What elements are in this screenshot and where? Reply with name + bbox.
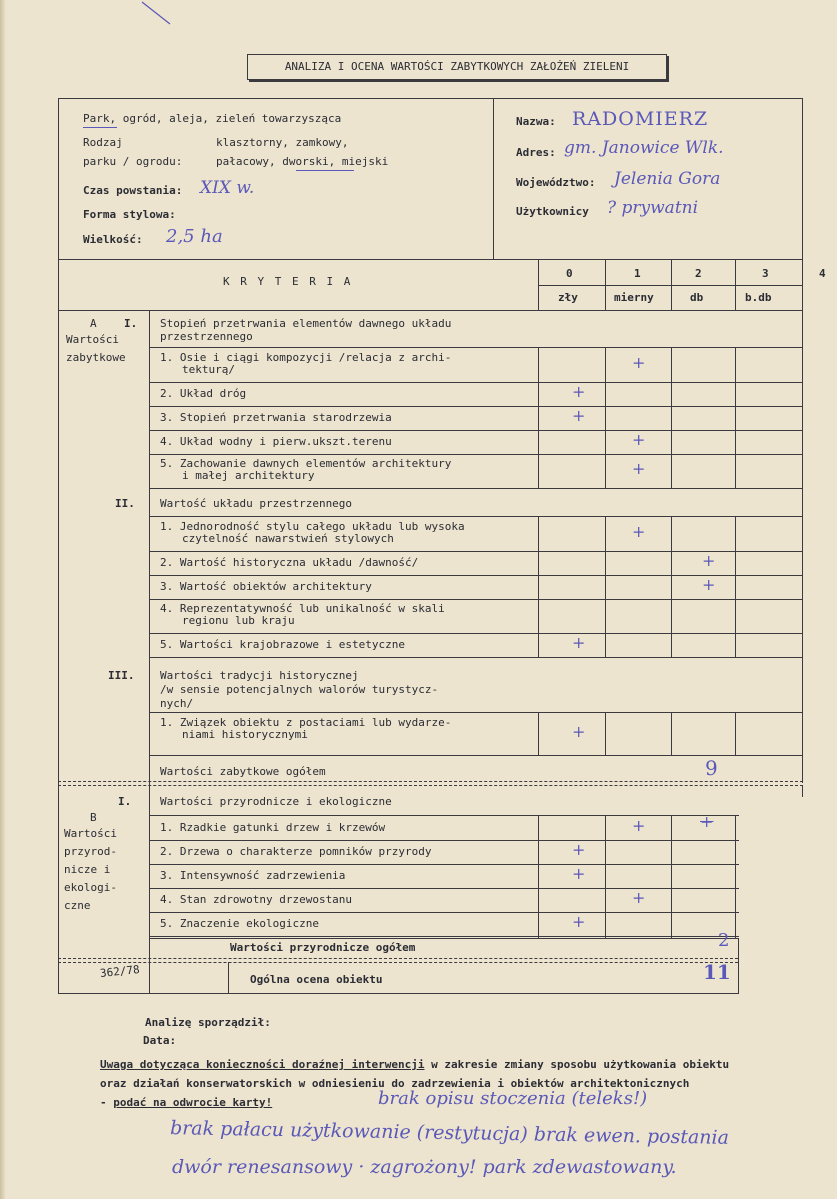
score-label-mierny: mierny bbox=[614, 291, 654, 304]
criterion-label: 5. Wartości krajobrazowe i estetyczne bbox=[160, 638, 406, 651]
col-line-2-a2 bbox=[671, 517, 672, 657]
section-b-label-5: czne bbox=[64, 899, 91, 912]
overall-bottom bbox=[58, 993, 739, 994]
col-line-0-a2 bbox=[538, 517, 539, 657]
score-mark: + bbox=[632, 888, 646, 907]
row-divider bbox=[149, 599, 803, 600]
paper-edge bbox=[0, 0, 6, 1199]
row-divider bbox=[149, 888, 739, 889]
score-number-1: 1 bbox=[634, 267, 641, 280]
overall-right bbox=[738, 939, 739, 994]
header-bottom bbox=[58, 259, 803, 260]
frame-top bbox=[58, 98, 803, 99]
sum-przyrodnicze-label: Wartości przyrodnicze ogółem bbox=[230, 941, 416, 954]
score-label-db: db bbox=[690, 291, 704, 304]
uwaga-line-3-text: podać na odwrocie karty! bbox=[113, 1096, 273, 1109]
a-i-title-2: przestrzennego bbox=[160, 330, 253, 343]
score-number-2: 2 bbox=[695, 267, 702, 280]
czas-label: Czas powstania: bbox=[83, 184, 183, 197]
col-line-1-a2 bbox=[605, 517, 606, 657]
col-line-3-a1 bbox=[735, 348, 736, 488]
sum-b-top bbox=[149, 938, 739, 939]
score-mark: + bbox=[572, 382, 586, 401]
criteria-title: K R Y T E R I A bbox=[223, 275, 353, 288]
score-number-4: 4 bbox=[819, 267, 826, 280]
a-ii-title: Wartość układu przestrzennego bbox=[160, 497, 353, 510]
section-a-label-1: Wartości bbox=[66, 333, 119, 346]
a-iii-title-3: nych/ bbox=[160, 697, 194, 710]
handwritten-note-2: brak pałacu użytkowanie (restytucja) brak ewen. postania bbox=[169, 1117, 730, 1149]
reference-number: 362/78 bbox=[99, 962, 141, 981]
frame-left bbox=[58, 98, 59, 993]
score-mark: + bbox=[702, 551, 716, 570]
rodzaj-label: Rodzaj bbox=[83, 136, 123, 149]
col-line-2-a1 bbox=[671, 348, 672, 488]
criterion-label: 1. Rzadkie gatunki drzew i krzewów bbox=[160, 821, 386, 834]
sporzadzil-label: Analizę sporządził: bbox=[145, 1016, 271, 1029]
col-line-1-a1 bbox=[605, 348, 606, 488]
col-line-4-head bbox=[802, 260, 803, 310]
underline-dworski bbox=[296, 170, 354, 171]
criterion-label: 4. Układ wodny i pierw.ukszt.terenu bbox=[160, 435, 392, 448]
rodzaj-options-2: pałacowy, dworski, miejski bbox=[216, 155, 389, 168]
criterion-label: 3. Wartość obiektów architektury bbox=[160, 580, 372, 593]
criterion-label: 1. Związek obiektu z postaciami lub wydarze- bbox=[160, 716, 452, 729]
section-a-letter: A bbox=[90, 317, 97, 330]
section-a-i-num: I. bbox=[124, 317, 138, 330]
uzytkownicy-value: ? prywatni bbox=[607, 198, 699, 218]
col-line-3-a3 bbox=[735, 713, 736, 755]
col-line-3-a2 bbox=[735, 517, 736, 657]
row-divider bbox=[149, 864, 739, 865]
handwritten-note-1: brak opisu stoczenia (teleks!) bbox=[378, 1088, 648, 1109]
score-mark: + bbox=[702, 575, 716, 594]
a-iii-title-bottom bbox=[149, 712, 803, 713]
col-line-0-head bbox=[538, 260, 539, 310]
row-divider bbox=[149, 633, 803, 634]
uwaga-head: Uwaga dotycząca konieczności doraźnej interwencji bbox=[100, 1058, 425, 1071]
a-iii-title-top bbox=[149, 657, 803, 658]
adres-label: Adres: bbox=[516, 146, 556, 159]
uwaga-dash: - bbox=[100, 1096, 114, 1109]
score-label-zly: zły bbox=[558, 291, 578, 304]
col-line-2-head bbox=[671, 260, 672, 310]
col-line-1-a3 bbox=[605, 713, 606, 755]
criterion-label-continued: tekturą/ bbox=[182, 363, 235, 376]
wielkosc-value: 2,5 ha bbox=[166, 226, 223, 247]
row-divider bbox=[149, 840, 739, 841]
parku-label: parku / ogrodu: bbox=[83, 155, 183, 168]
section-b-i-num: I. bbox=[118, 795, 132, 808]
nazwa-label: Nazwa: bbox=[516, 115, 556, 128]
a-ii-title-bottom bbox=[149, 516, 803, 517]
score-mark: + bbox=[632, 522, 646, 541]
b-title: Wartości przyrodnicze i ekologiczne bbox=[160, 795, 392, 808]
criterion-label: 2. Wartość historyczna układu /dawność/ bbox=[160, 556, 419, 569]
score-mark: + bbox=[572, 864, 586, 883]
row-divider bbox=[149, 936, 739, 937]
form-title-box bbox=[247, 54, 667, 80]
uwaga-rest: w zakresie zmiany sposobu użytkowania obiektu bbox=[424, 1058, 730, 1071]
col-line-3-head bbox=[735, 260, 736, 310]
header-divider bbox=[493, 98, 494, 260]
col-line-1-head bbox=[605, 260, 606, 310]
section-b-letter: B bbox=[90, 811, 97, 824]
row-divider bbox=[149, 454, 803, 455]
criterion-label-continued: regionu lub kraju bbox=[182, 614, 295, 627]
criterion-label: 1. Osie i ciągi kompozycji /relacja z archi- bbox=[160, 351, 452, 364]
uwaga-line-2: oraz działań konserwatorskich w odniesieniu do zadrzewienia i obiektów architektonicznych bbox=[100, 1077, 690, 1090]
section-b-label-2: przyrod- bbox=[64, 845, 117, 858]
b-title-bottom bbox=[149, 815, 739, 816]
sum-ogolna-value: 11 bbox=[703, 960, 731, 984]
row-divider bbox=[149, 912, 739, 913]
a-iii-title-2: /w sensie potencjalnych walorów turystycz- bbox=[160, 683, 439, 696]
handwritten-note-3: dwór renesansowy · zagrożony! park zdewastowany. bbox=[172, 1156, 677, 1178]
sum-ogolna-label: Ogólna ocena obiektu bbox=[250, 973, 383, 986]
uzytkownicy-label: Użytkownicy bbox=[516, 205, 589, 218]
a-i-title-1: Stopień przetrwania elementów dawnego układu bbox=[160, 317, 452, 330]
nazwa-value: RADOMIERZ bbox=[572, 108, 709, 130]
data-label: Data: bbox=[143, 1034, 177, 1047]
section-a-iii-num: III. bbox=[108, 669, 135, 682]
underline-park bbox=[83, 127, 117, 128]
a-i-title-bottom bbox=[149, 347, 803, 348]
section-a-ii-num: II. bbox=[115, 497, 135, 510]
forma-label: Forma stylowa: bbox=[83, 208, 176, 221]
row-divider bbox=[149, 430, 803, 431]
a-ii-title-top bbox=[149, 488, 803, 489]
criterion-label: 4. Stan zdrowotny drzewostanu bbox=[160, 893, 353, 906]
criterion-label-continued: niami historycznymi bbox=[182, 728, 308, 741]
criterion-label: 2. Drzewa o charakterze pomników przyrody bbox=[160, 845, 432, 858]
score-mark: + bbox=[632, 459, 646, 478]
score-number-0: 0 bbox=[566, 267, 573, 280]
section-a-b-separator bbox=[58, 781, 803, 786]
section-b-total-separator bbox=[58, 958, 738, 963]
section-a-label-2: zabytkowe bbox=[66, 351, 126, 364]
adres-value: gm. Janowice Wlk. bbox=[564, 138, 724, 158]
criterion-label: 1. Jednorodność stylu całego układu lub wysoka bbox=[160, 520, 465, 533]
sum-zabytkowe-value: 9 bbox=[705, 756, 718, 780]
sum-przyrodnicze-value: 2 bbox=[718, 930, 730, 951]
frame-right-b bbox=[802, 785, 803, 797]
section-b-label-4: ekologi- bbox=[64, 881, 117, 894]
criterion-label: 3. Intensywność zadrzewienia bbox=[160, 869, 346, 882]
category-divider bbox=[149, 310, 150, 993]
col-line-2-b bbox=[671, 816, 672, 939]
col-line-1-b bbox=[605, 816, 606, 939]
overall-left bbox=[228, 962, 229, 994]
criterion-label: 2. Układ dróg bbox=[160, 387, 247, 400]
criteria-header-bottom bbox=[58, 310, 803, 311]
score-mark: + bbox=[632, 816, 646, 835]
score-mark: + bbox=[572, 633, 586, 652]
section-b-label-3: nicze i bbox=[64, 863, 111, 876]
score-mark-struck: + bbox=[700, 812, 714, 831]
criterion-label: 4. Reprezentatywność lub unikalność w skali bbox=[160, 602, 445, 615]
score-mark: + bbox=[632, 430, 646, 449]
wielkosc-label: Wielkość: bbox=[83, 233, 143, 246]
criterion-label-continued: i małej architektury bbox=[182, 469, 315, 482]
score-number-3: 3 bbox=[762, 267, 769, 280]
wojewodztwo-label: Województwo: bbox=[516, 176, 596, 189]
uwaga-line-1 bbox=[100, 1059, 729, 1071]
row-divider bbox=[149, 382, 803, 383]
col-line-3-b bbox=[735, 816, 736, 939]
criterion-label-continued: czytelność nawarstwień stylowych bbox=[182, 532, 394, 545]
row-divider bbox=[149, 406, 803, 407]
a-iii-title-1: Wartości tradycji historycznej bbox=[160, 669, 359, 682]
col-line-0-a3 bbox=[538, 713, 539, 755]
form-title: ANALIZA I OCENA WARTOŚCI ZABYTKOWYCH ZAŁOŻEŃ ZIELENI bbox=[284, 60, 630, 73]
col-line-0-b bbox=[538, 816, 539, 939]
uwaga-line-3 bbox=[100, 1097, 272, 1109]
czas-value: XIX w. bbox=[200, 178, 255, 198]
criterion-label: 5. Zachowanie dawnych elementów architektury bbox=[160, 457, 452, 470]
score-label-bdb: b.db bbox=[745, 291, 772, 304]
col-line-2-a3 bbox=[671, 713, 672, 755]
section-b-label-1: Wartości bbox=[64, 827, 117, 840]
sum-zabytkowe-label: Wartości zabytkowe ogółem bbox=[160, 765, 326, 778]
score-mark: + bbox=[572, 840, 586, 859]
type-line: Park, ogród, aleja, zieleń towarzysząca bbox=[83, 112, 342, 125]
criterion-label: 3. Stopień przetrwania starodrzewia bbox=[160, 411, 392, 424]
pencil-stroke-icon bbox=[140, 0, 180, 30]
score-mark: + bbox=[572, 912, 586, 931]
score-mark: + bbox=[572, 406, 586, 425]
wojewodztwo-value: Jelenia Gora bbox=[614, 169, 721, 189]
criterion-label: 5. Znaczenie ekologiczne bbox=[160, 917, 319, 930]
col-line-0-a1 bbox=[538, 348, 539, 488]
score-mark: + bbox=[572, 722, 586, 741]
score-mark: + bbox=[632, 353, 646, 372]
rodzaj-options-1: klasztorny, zamkowy, bbox=[216, 136, 349, 149]
frame-right bbox=[802, 98, 803, 783]
